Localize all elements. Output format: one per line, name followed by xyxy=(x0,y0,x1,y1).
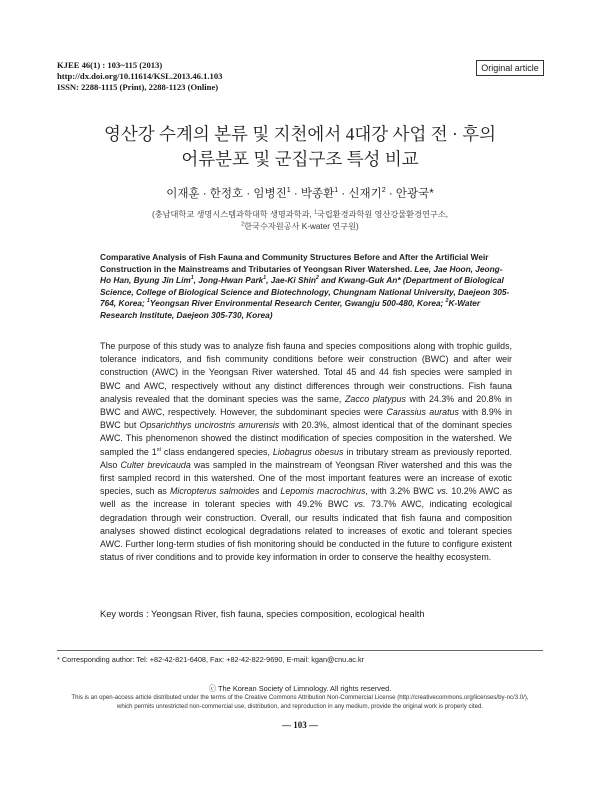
korean-affiliations xyxy=(30,209,570,233)
license-notice xyxy=(30,694,570,711)
korean-title-line-2: 어류분포 및 군집구조 특성 비교 xyxy=(181,149,419,169)
affiliation-mark: 1 xyxy=(286,186,291,195)
author-group-3: · 신재기 xyxy=(338,188,382,200)
ordinal-suffix: st xyxy=(156,446,161,453)
abstract-text: in tributary stream as previously reported. Also xyxy=(100,446,512,470)
affiliation-mark: 2 xyxy=(315,275,319,282)
journal-meta xyxy=(57,60,222,93)
species-name: Carassius auratus xyxy=(386,407,459,418)
species-name: Opsarichthys uncirostris amurensis xyxy=(139,420,280,431)
copyright-notice: ⓒ The Korean Society of Limnology. All rights reserved. xyxy=(208,684,392,693)
versus-abbrev: vs. xyxy=(436,486,449,497)
abstract xyxy=(100,340,512,564)
affiliation-text: 한국수자원공사 K-water 연구원) xyxy=(244,222,359,231)
english-affiliation-text: (Department of Biological Science, College of Biological Science and Biotechnology, Chungnam National University, Daejeon 305-764, Korea; xyxy=(100,275,510,308)
species-name: Zacco platypus xyxy=(345,393,406,404)
species-name: Lepomis macrochirus xyxy=(280,486,366,497)
affiliation-mark: 2 xyxy=(445,298,449,305)
keywords: Key words : Yeongsan River, fish fauna, species composition, ecological health xyxy=(100,609,425,619)
page-number: — 103 — xyxy=(282,720,318,730)
abstract-text: was sampled in the mainstream of Yeongsan River watershed and this was the first sampled record in this watershed. One of the most important features were an increase of exotic species, such as xyxy=(100,459,513,497)
affiliation-text: (충남대학교 생명시스템과학대학 생명과학과, xyxy=(151,210,315,219)
korean-affiliation-line-2 xyxy=(30,221,570,233)
corresponding-author-footnote: * Corresponding author: Tel: +82-42-821-6408, Fax: +82-42-822-9690, E-mail: kgan@cnu.ac.kr xyxy=(57,655,365,664)
abstract-text: 73.7% AWC, indicating ecological degradation through weir construction. Overall, our results indicated that fish fauna and composition analyses showed distinct ecological degradations related to increases of exotic and tolerant species AWC. Further long-term studies of fish monitoring should be conducted in the future to configure existent status of river conditions and to provide key information in order to conserve the healthy ecosystem. xyxy=(100,499,512,563)
abstract-text: with 8.9% in BWC but xyxy=(100,407,512,431)
article-type-badge: Original article xyxy=(476,60,544,76)
english-title: Comparative Analysis of Fish Fauna and Community Structures Before and After the Artificial Weir Construction in the Mainstreams and Tributaries of Yeongsan River Watershed. xyxy=(100,252,489,274)
abstract-text: The purpose of this study was to analyze fish fauna and species compositions along with trophic guilds, tolerance indicators, and fish community conditions before weir construction (BWC) and after weir construction (AWC) in the Yeongsan River watershed. Total 45 and 44 fish species were sampled in BWC and AWC, respectively without any distinct differences through weir constructions. Fish fauna analysis revealed that the dominant species was the same, xyxy=(100,341,512,404)
affiliation-mark: 1 xyxy=(263,275,267,282)
english-affiliation-text: K-Water Research Institute, Daejeon 305-730, Korea) xyxy=(100,298,481,320)
author-group-2: · 박종환 xyxy=(290,188,335,200)
species-name: Liobagrus obesus xyxy=(272,446,344,457)
author-group-1: 이재훈 · 한정호 · 임병진 xyxy=(166,188,287,200)
english-author-group: , Jong-Hwan Park xyxy=(193,275,264,285)
english-author-group: , Jae-Ki Shin xyxy=(266,275,316,285)
english-affiliation-text: Yeongsan River Environmental Research Center, Gwangju 500-480, Korea; xyxy=(149,298,446,308)
abstract-text: with 24.3% and 20.8% in BWC and AWC, respectively. However, the subdominant species were xyxy=(100,393,512,418)
footnote-divider xyxy=(57,650,543,651)
english-author-group: and Kwang-Guk An* xyxy=(318,275,401,285)
species-name: Micropterus salmoides xyxy=(169,486,260,497)
author-group-4: · 안광국* xyxy=(385,188,434,200)
affiliation-text: 국립환경과학원 영산강물환경연구소, xyxy=(316,210,449,219)
korean-affiliation-line-1 xyxy=(30,209,570,221)
license-line-1: This is an open-access article distributed under the terms of the Creative Commons Attribution Non-Commercial License (http://creativecommons.org/licenses/by-nc/3.0/), xyxy=(71,694,529,701)
doi-link[interactable]: http://dx.doi.org/10.11614/KSL.2013.46.1.103 xyxy=(57,71,223,81)
abstract-text: , with 3.2% BWC xyxy=(365,486,437,497)
abstract-text: and xyxy=(259,486,281,497)
license-line-2: which permits unrestricted non-commercial use, distribution, and reproduction in any medium, provide the original work is properly cited. xyxy=(116,702,484,710)
english-author-group: Lee, Jae Hoon, Jeong-Ho Han, Byung Jin Lim xyxy=(100,263,503,285)
affiliation-mark: 1 xyxy=(147,298,150,305)
affiliation-mark: 1 xyxy=(190,275,194,282)
issn: ISSN: 2288-1115 (Print), 2288-1123 (Online) xyxy=(57,82,219,92)
korean-title-line-1: 영산강 수계의 본류 및 지천에서 4대강 사업 전 · 후의 xyxy=(103,124,497,144)
abstract-text: with 20.3%, almost identical that of the dominant species AWC. This phenomenon showed the distinct modification of species composition in the watershed. We sampled the 1 xyxy=(100,420,512,457)
affiliation-mark: 1 xyxy=(334,186,339,195)
abstract-paragraph xyxy=(100,340,512,564)
affiliation-mark: 2 xyxy=(381,186,386,195)
english-header xyxy=(100,252,512,321)
versus-abbrev: vs. xyxy=(354,499,366,510)
korean-title xyxy=(40,122,560,172)
abstract-text: class endangered species, xyxy=(160,446,273,457)
journal-citation: KJEE 46(1) : 103~115 (2013) xyxy=(57,60,163,70)
abstract-text: 10.2% AWC as well as the increase in tolerant species with 49.2% BWC xyxy=(100,486,513,510)
korean-authors xyxy=(40,187,560,201)
affiliation-mark: 2 xyxy=(241,221,245,228)
affiliation-mark: 1 xyxy=(314,209,317,216)
species-name: Culter brevicauda xyxy=(120,459,191,470)
